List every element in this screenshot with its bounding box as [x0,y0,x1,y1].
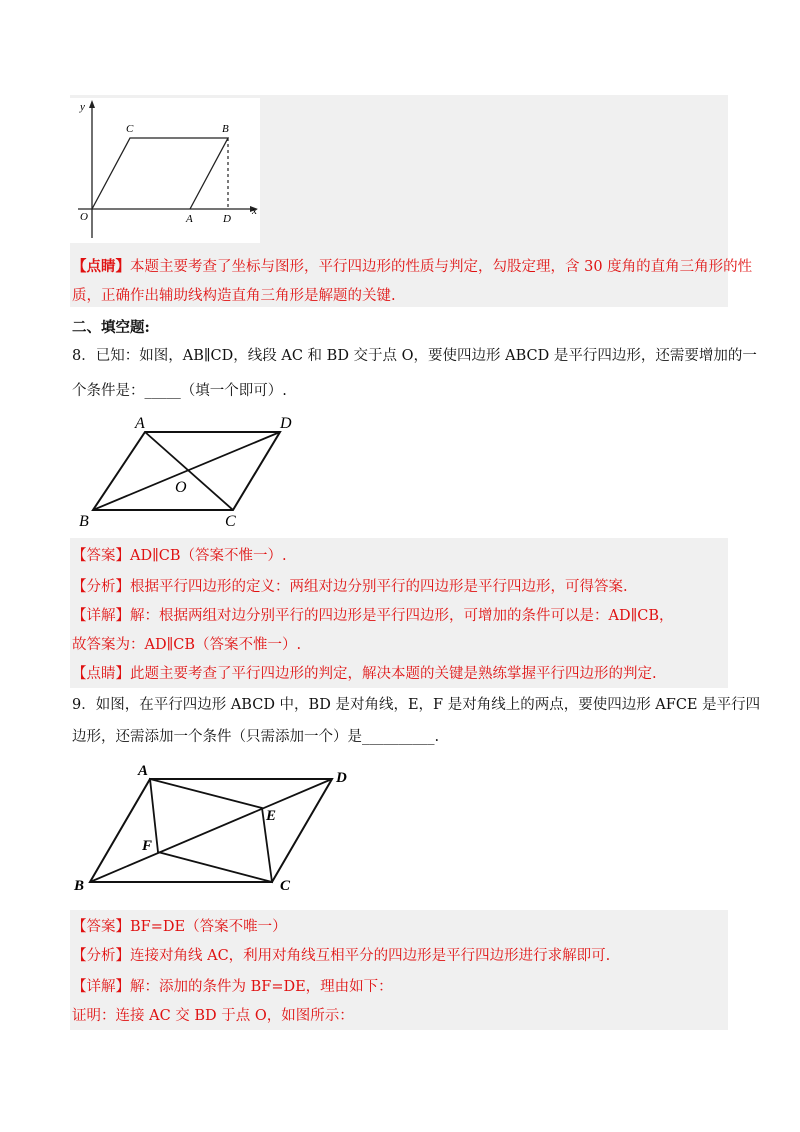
dianjing-line-2: 质，正确作出辅助线构造直角三角形是解题的关键. [72,288,396,304]
answer-8: 【答案】AD∥CB（答案不惟一）. [72,548,287,564]
analysis-9: 【分析】连接对角线 AC，利用对角线互相平分的四边形是平行四边形进行求解即可. [72,948,611,964]
point-label-b: B [79,513,89,530]
point-label-a: A [135,415,145,432]
point-label-a: A [186,213,193,225]
point-label-o: O [80,211,88,223]
point-label-d: D [223,213,231,225]
y-axis-label: y [80,101,85,113]
point-label-c: C [225,513,236,530]
detail-9: 【详解】解：添加的条件为 BF=DE，理由如下： [72,979,393,995]
figure-q8-quadrilateral [75,412,305,532]
figure-q9-parallelogram [70,760,360,895]
question-9-line-2: 边形，还需添加一个条件（只需添加一个）是__________. [72,729,440,745]
dianjing-text: 本题主要考查了坐标与图形，平行四边形的性质与判定，勾股定理，含 30 度角的直角三角形的性 [130,259,753,275]
point-label-o: O [175,479,187,496]
point-label-c: C [126,123,134,135]
dianjing-tag: 【点睛】 [72,258,130,275]
proof-9: 证明：连接 AC 交 BD 于点 O，如图所示： [72,1008,354,1024]
point-label-a: A [138,763,149,779]
point-label-e: E [266,808,277,824]
detail-8-line-2: 故答案为：AD∥CB（答案不惟一）. [72,637,302,653]
point-label-b: B [222,123,229,135]
question-9-line-1: 9．如图，在平行四边形 ABCD 中，BD 是对角线，E，F 是对角线上的两点，要使四边形 AFCE 是平行四 [72,697,761,713]
point-label-f: F [142,838,153,854]
section-title: 二、填空题: [72,319,150,336]
question-8-line-2: 个条件是：_____（填一个即可）. [72,383,287,399]
analysis-8: 【分析】根据平行四边形的定义：两组对边分别平行的四边形是平行四边形，可得答案. [72,579,628,595]
answer-9: 【答案】BF=DE（答案不唯一） [72,919,287,935]
dianjing-8: 【点睛】此题主要考查了平行四边形的判定，解决本题的关键是熟练掌握平行四边形的判定. [72,666,657,682]
point-label-d: D [280,415,292,432]
point-label-c: C [280,878,291,894]
coordinate-parallelogram-figure [70,98,260,243]
point-label-b: B [74,878,85,894]
detail-8-line-1: 【详解】解：根据两组对边分别平行的四边形是平行四边形，可增加的条件可以是：AD∥CB， [72,608,674,624]
question-8-line-1: 8．已知：如图，AB∥CD，线段 AC 和 BD 交于点 O，要使四边形 ABCD 是平行四边形，还需要增加的一 [72,348,757,364]
dianjing-line-1 [72,257,752,277]
point-label-d: D [336,770,347,786]
x-axis-label: x [252,205,257,217]
